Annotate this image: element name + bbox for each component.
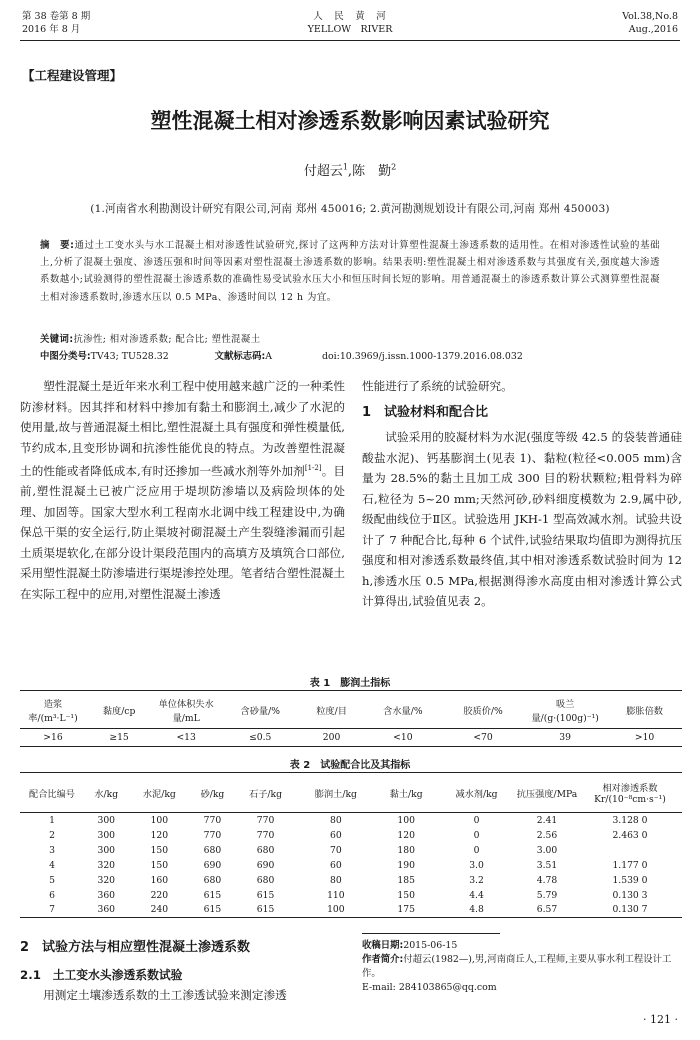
classification <box>40 348 523 362</box>
t2-cell: 300 <box>97 829 116 841</box>
clc-label: 中图分类号: <box>40 351 91 362</box>
t2-cell: 60 <box>329 859 342 871</box>
t1-header: 含砂量/% <box>240 705 280 717</box>
table-row <box>20 828 682 843</box>
t2-cell: 0.130 3 <box>612 889 648 901</box>
t2-cell: 3.51 <box>536 859 558 871</box>
t2-cell: 3.128 0 <box>612 814 648 826</box>
author-bio: 付超云(1982—),男,河南商丘人,工程师,主要从事水利工程设计工作。 <box>362 954 672 979</box>
t1-header: 粒度/目 <box>316 705 347 717</box>
t2-cell: 680 <box>203 844 222 856</box>
t1-header: 单位体积失水量/mL <box>158 698 214 724</box>
t2-cell: 615 <box>256 889 275 901</box>
t1-cell: <13 <box>176 732 196 743</box>
intro-text: 塑性混凝土是近年来水利工程中使用越来越广泛的一种柔性防渗材料。因其拌和材料中掺加有黏土和膨润土,减少了水泥的使用量,故与普通混凝土相比,塑性混凝土具有强度和弹性模量低,节约成本,且变形协调和抗渗性能优良的特点。为改善塑性混凝土的性能或者降低成本,有时还掺加一些减水剂等外加剂 <box>20 379 345 478</box>
journal-name-zh: 人 民 黄 河 <box>313 11 387 22</box>
table-2-caption: 表 2 试验配合比及其指标 <box>289 760 411 771</box>
t2-cell: 185 <box>397 874 415 886</box>
author-bio-label: 作者简介: <box>362 954 404 965</box>
footnote <box>362 939 682 995</box>
author-1-affil: 1 <box>342 162 348 172</box>
t2-cell: 240 <box>150 904 169 916</box>
section-tag: 【工程建设管理】 <box>22 68 123 83</box>
section-1-heading: 1 试验材料和配合比 <box>362 404 489 420</box>
table-row <box>20 873 682 888</box>
t2-cell: 680 <box>256 844 275 856</box>
table-row <box>20 813 682 828</box>
t2-cell: 150 <box>150 859 169 871</box>
t2-cell: 1.177 0 <box>612 859 648 871</box>
intro-end: 性能进行了系统的试验研究。 <box>362 379 513 393</box>
t2-cell: 4.4 <box>469 889 484 901</box>
t2-cell: 770 <box>256 814 275 826</box>
t2-cell: 160 <box>150 874 169 886</box>
t2-header: 相对渗透系数 Kr/(10⁻⁸cm·s⁻¹) <box>594 783 666 805</box>
t1-header: 黏度/cp <box>102 705 136 717</box>
author-2: 陈 勤 <box>352 164 392 179</box>
t1-header: 含水量/% <box>383 705 423 717</box>
intro-text-2: 。目前,塑性混凝土已被广泛应用于堤坝防渗墙以及病险坝体的处理、加固等。国家大型水利工程南水北调中线工程建设中,为确保总干渠的安全运行,防止渠坡衬砌混凝土产生裂缝渗漏而引起土质渠堤软化,在部分设计渠段范围内的高填方及填筑合口部位,采用塑性混凝土防渗墙进行渠堤渗控处理。笔者结合塑性混凝土在实际工程中的应用,对塑性混凝土渗透 <box>20 463 345 601</box>
author-1: 付超云 <box>303 164 343 179</box>
keywords-label: 关键词: <box>40 334 74 345</box>
t2-cell: 300 <box>97 814 116 826</box>
header-rule <box>20 40 680 41</box>
t2-cell: 770 <box>203 829 222 841</box>
t2-header: 膨润土/kg <box>314 788 357 800</box>
email: 284103865@qq.com <box>398 982 497 993</box>
t2-cell: 1.539 0 <box>612 874 648 886</box>
t2-cell: 0 <box>473 829 480 841</box>
t2-cell: 4.8 <box>469 904 484 916</box>
t2-cell: 680 <box>203 874 222 886</box>
section-2-heading: 2 试验方法与相应塑性混凝土渗透系数 <box>20 940 251 955</box>
t2-cell: 4.78 <box>536 874 558 886</box>
keywords-text: 抗渗性; 相对渗透系数; 配合比; 塑性混凝土 <box>73 334 261 345</box>
t2-cell: 120 <box>397 829 415 841</box>
t2-cell: 4 <box>49 859 55 871</box>
t2-cell: 60 <box>329 829 342 841</box>
t2-cell: 615 <box>203 889 222 901</box>
clc-code: TV43; TU528.32 <box>90 351 169 362</box>
t2-cell: 2.56 <box>536 829 558 841</box>
header-center <box>0 10 700 36</box>
t2-cell: 360 <box>97 889 116 901</box>
t2-cell: 615 <box>203 904 222 916</box>
t1-cell: 200 <box>322 732 341 743</box>
t2-header: 砂/kg <box>200 788 225 800</box>
t2-cell: 5 <box>49 874 55 886</box>
t1-cell: ≤0.5 <box>249 732 272 743</box>
t2-cell: 3.0 <box>469 859 484 871</box>
date-zh: 2016 年 8 月 <box>22 24 81 35</box>
t2-cell: 360 <box>97 904 116 916</box>
footnote-rule <box>362 933 500 934</box>
left-column <box>20 376 345 604</box>
t1-cell: ≥15 <box>109 732 129 743</box>
doc-code: A <box>265 351 273 362</box>
doc-code-label: 文献标志码: <box>214 351 266 362</box>
t2-cell: 3 <box>49 844 55 856</box>
header-right <box>622 10 678 36</box>
t2-cell: 150 <box>397 889 415 901</box>
t2-cell: 690 <box>203 859 222 871</box>
received-label: 收稿日期: <box>362 940 404 951</box>
t1-header: 吸兰量/(g·(100g)⁻¹) <box>531 698 599 724</box>
journal-name-en: YELLOW RIVER <box>307 24 393 35</box>
section-1-text: 试验采用的胶凝材料为水泥(强度等级 42.5 的袋装普通硅酸盐水泥)、钙基膨润土(见表 1)、黏粒(粒径<0.005 mm)含量为 28.5%的黏土且加工成 300 目的粉状颗粒;粗骨料为碎石,粒径为 5~20 mm;天然河砂,砂料细度模数为 2.9,属中砂,级配曲线位于Ⅱ区。试验选用 JKH-1 型高效减水剂。试验共设计了 7 种配合比,每种 6 个试件,试验结果取均值即为测得抗压强度和相对渗透系数最终值,其中相对渗透系数试验时间为 12 h,渗透水压 0.5 MPa,根据测得渗水高度由相对渗透计算公式计算得出,试验值见表 2。 <box>362 430 682 608</box>
t2-cell: 100 <box>150 814 169 826</box>
t2-cell: 2 <box>49 829 55 841</box>
t2-header: 石子/kg <box>249 788 282 800</box>
volume-zh: 第 38 卷第 8 期 <box>22 11 91 22</box>
t2-cell: 770 <box>256 829 275 841</box>
author-separator: , <box>347 164 353 179</box>
table-1-caption: 表 1 膨润土指标 <box>309 678 391 689</box>
t2-cell: 0 <box>473 844 480 856</box>
intro-paragraph <box>20 376 345 604</box>
citation: [1-2] <box>304 464 322 472</box>
t2-cell: 320 <box>97 874 116 886</box>
t2-cell: 80 <box>329 814 342 826</box>
t2-cell: 80 <box>329 874 342 886</box>
t2-cell: 190 <box>397 859 415 871</box>
t2-cell: 70 <box>329 844 342 856</box>
t1-header: 胶质价/% <box>463 705 503 717</box>
volume-en: Vol.38,No.8 <box>622 11 678 22</box>
t2-header: 水泥/kg <box>142 788 176 800</box>
author-2-affil: 2 <box>391 162 397 172</box>
table-row <box>20 888 682 903</box>
right-column <box>362 376 682 612</box>
date-en: Aug.,2016 <box>628 24 678 35</box>
t2-cell: 6.57 <box>536 904 558 916</box>
t2-cell: 0.130 7 <box>612 904 648 916</box>
authors <box>0 160 700 179</box>
t1-cell: <70 <box>473 732 493 743</box>
t1-cell: >16 <box>43 732 63 743</box>
t2-cell: 6 <box>49 889 55 901</box>
abstract-text: 通过土工变水头与水工混凝土相对渗透性试验研究,探讨了这两种方法对计算塑性混凝土渗透系数的适用性。在相对渗透性试验的基础上,分析了混凝土强度、渗透压强和时间等因素对塑性混凝土渗透系数的影响。结果表明:塑性混凝土相对渗透系数与其强度有关,强度越大渗透系数越小;试验测得的塑性混凝土渗透系数的准确性易受试验水压大小和恒压时间长短的影响。用普通混凝土的渗透系数计算公式测算塑性混凝土相对渗透系数时,渗透水压以 0.5 MPa、渗透时间以 12 h 为宜。 <box>40 240 660 303</box>
t1-cell: >10 <box>634 732 655 743</box>
paper-title: 塑性混凝土相对渗透系数影响因素试验研究 <box>150 109 550 133</box>
received-date: 2015-06-15 <box>403 940 458 951</box>
t2-header: 水/kg <box>94 788 119 800</box>
t2-header: 配合比编号 <box>29 788 75 800</box>
t2-cell: 220 <box>150 889 169 901</box>
table-2 <box>20 772 682 918</box>
t2-cell: 7 <box>49 904 55 916</box>
t1-cell: 39 <box>559 732 571 743</box>
t2-cell: 180 <box>397 844 415 856</box>
t1-header: 膨胀倍数 <box>626 705 663 717</box>
table-1 <box>20 690 682 747</box>
t2-cell: 3.2 <box>469 874 484 886</box>
t2-cell: 770 <box>203 814 222 826</box>
email-label: E-mail: <box>362 982 396 993</box>
t2-cell: 0 <box>473 814 480 826</box>
t2-cell: 690 <box>256 859 275 871</box>
t2-cell: 150 <box>150 844 169 856</box>
t1-cell: <10 <box>393 732 413 743</box>
abstract-label: 摘 要: <box>40 240 75 251</box>
table-row <box>20 903 682 918</box>
doi: doi:10.3969/j.issn.1000-1379.2016.08.032 <box>322 351 523 362</box>
page-number: · 121 · <box>643 1013 678 1026</box>
t2-cell: 120 <box>150 829 169 841</box>
affiliation: (1.河南省水利勘测设计研究有限公司,河南 郑州 450016; 2.黄河勘测规划设计有限公司,河南 郑州 450003) <box>90 203 610 215</box>
abstract <box>40 237 660 306</box>
t2-cell: 110 <box>327 889 345 901</box>
t2-cell: 2.463 0 <box>612 829 648 841</box>
t2-cell: 5.79 <box>536 889 558 901</box>
keywords <box>40 331 260 345</box>
table-row <box>20 843 682 858</box>
t2-cell <box>578 843 682 858</box>
t2-header: 抗压强度/MPa <box>516 788 578 800</box>
t2-cell: 175 <box>397 904 415 916</box>
t2-cell: 3.00 <box>536 844 558 856</box>
t2-cell: 100 <box>327 904 345 916</box>
section-2-1-text: 用测定土壤渗透系数的土工渗透试验来测定渗透 <box>43 988 287 1002</box>
t2-cell: 615 <box>256 904 275 916</box>
section-2-1-heading: 2.1 土工变水头渗透系数试验 <box>20 968 183 982</box>
t2-header: 黏土/kg <box>389 788 423 800</box>
t2-cell: 2.41 <box>536 814 558 826</box>
t2-cell: 680 <box>256 874 275 886</box>
table-2-body <box>20 813 682 918</box>
t2-cell: 1 <box>49 814 55 826</box>
t2-cell: 320 <box>97 859 116 871</box>
t2-cell: 300 <box>97 844 116 856</box>
t1-header: 造浆率/(m³·L⁻¹) <box>28 698 78 724</box>
t2-header: 减水剂/kg <box>455 788 498 800</box>
table-row <box>20 858 682 873</box>
t2-cell: 100 <box>397 814 415 826</box>
